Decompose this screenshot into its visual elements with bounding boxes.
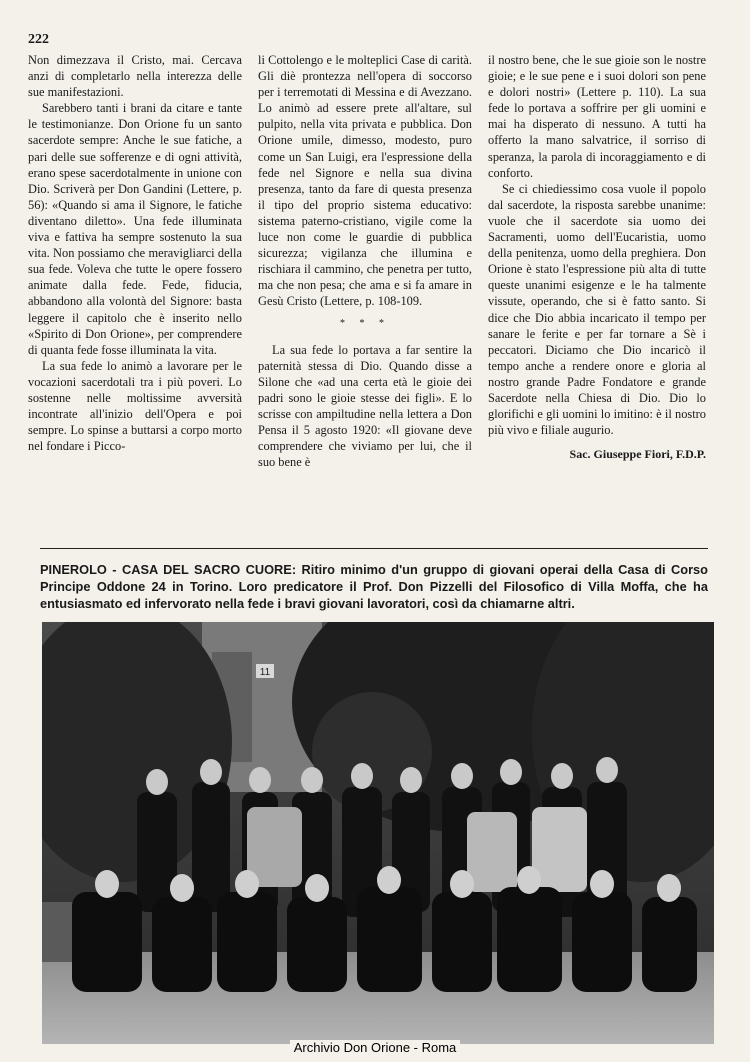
divider — [40, 548, 708, 549]
text-column-3 — [488, 52, 706, 550]
paragraph: Non dimezzava il Cristo, mai. Cercava anzi di completarlo nella interezza delle sue manifestazioni. — [28, 53, 242, 100]
text-column-1 — [28, 52, 242, 550]
archive-watermark — [0, 1040, 750, 1055]
section-separator: * * * — [340, 317, 390, 329]
paragraph: Se ci chiediessimo cosa vuole il popolo dal sacerdote, la risposta sarebbe unanime: vuole che il sacerdote sia uomo dei Sacramenti, uomo dell'Eucaristia, uomo della penitenza, uomo della preghiera. Don Orione è stato l'espressione più alta di tutte queste unanimi esigenze e le ha talmente vissute, operando, che si è fatto santo. Si dice che Dio abbia incaricato il tempo per sanare le ferite e per far tornare a Sè i peccatori. Diciamo che Dio incaricò il tempo anche a rendere onore e gloria al nostro grande Padre Fondatore e grande Sacerdote nella Chiesa di Dio. Dio lo glorifichi e gli uomini lo imitino: è il nostro più vivo e filiale augurio. — [488, 181, 706, 438]
group-photo — [42, 622, 714, 1044]
paragraph: La sua fede lo portava a far sentire la paternità stessa di Dio. Quando disse a Silone che «ad una certa età le gioie dei padri sono le gioie stesse dei figli». E lo scrisse con ampiltudine nella lettera a Don Pensa il 5 agosto 1920: «Il giovane deve comprendere che viviamo per lui, che il suo bene è — [258, 342, 472, 470]
archive-label: Archivio Don Orione - Roma — [290, 1040, 461, 1055]
page-number: 222 — [28, 32, 49, 47]
paragraph: il nostro bene, che le sue gioie son le nostre gioie; e le sue pene e i suoi dolori son pene e dolori nostri» (Lettere p. 110). La sua fede lo portava a soffrire per gli uomini e mai ha disperato di nessuno. A tutti ha offerto la mano salvatrice, il sorriso di speranza, la parola di incoraggiamento e di conforto. — [488, 53, 706, 180]
author-signature: Sac. Giuseppe Fiori, F.D.P. — [569, 447, 706, 462]
paragraph: La sua fede lo animò a lavorare per le vocazioni sacerdotali tra i più poveri. Lo sostenne nelle moltissime avversità incontrate all'inizio dell'Opera e poi sempre. Lo spinse a buttarsi a corpo morto nel fondare i Picco- — [28, 358, 242, 454]
photo-caption: PINEROLO - CASA DEL SACRO CUORE: Ritiro minimo d'un gruppo di giovani operai della Casa di Corso Principe Oddone 24 in Torino. Loro predicatore il Prof. Don Pizzelli del Filosofico di Villa Moffa, che ha entusiasmato ed infervorato nella fede i bravi giovani lavoratori, così da chiamarne altri. — [40, 562, 708, 611]
door-number: 11 — [259, 667, 271, 678]
paragraph: Sarebbero tanti i brani da citare e tante le testimonianze. Don Orione fu un santo sacerdote sempre: Anche le sue fatiche, a pari delle sue sofferenze e di ogni attività, erano spese sacerdotalmente in unione con Dio. Scriverà per Don Gandini (Lettere, p. 56): «Quando si ama il Signore, le fatiche diventano diletto». Una fede illuminata viva e fattiva ha sempre sostenuto la sua vita. Non possiamo che meravigliarci della sua fede. Voleva che tutte le opere fossero animate dalla fede. Fede, fiducia, abbandono alla volontà del Signore: basta leggere il capitolo che è inserito nello «Spirito di Don Orione», per comprendere di quanta fede fosse illuminata la vita. — [28, 101, 242, 357]
text-column-2 — [258, 52, 472, 550]
paragraph: li Cottolengo e le molteplici Case di carità. Gli diè prontezza nell'opera di soccorso per i terremotati di Messina e di Avezzano. Lo animò ad essere prete all'altare, sul pulpito, nella vita privata e pubblica. Don Orione umile, dimesso, modesto, puro come un San Luigi, era l'espressione della fede nel Signore e nella sua divina presenza, tanto da fare di questa presenza il tipo del proprio sistema educativo: sistema paterno-cristiano, vigile come la luce non come le guardie di pubblica sicurezza; vigilanza che illumina e rischiara il cammino, che penetra per tutto, ma che non pesa; che ama e si fa amare in Gesù Cristo (Lettere, p. 108-109. — [258, 53, 472, 309]
